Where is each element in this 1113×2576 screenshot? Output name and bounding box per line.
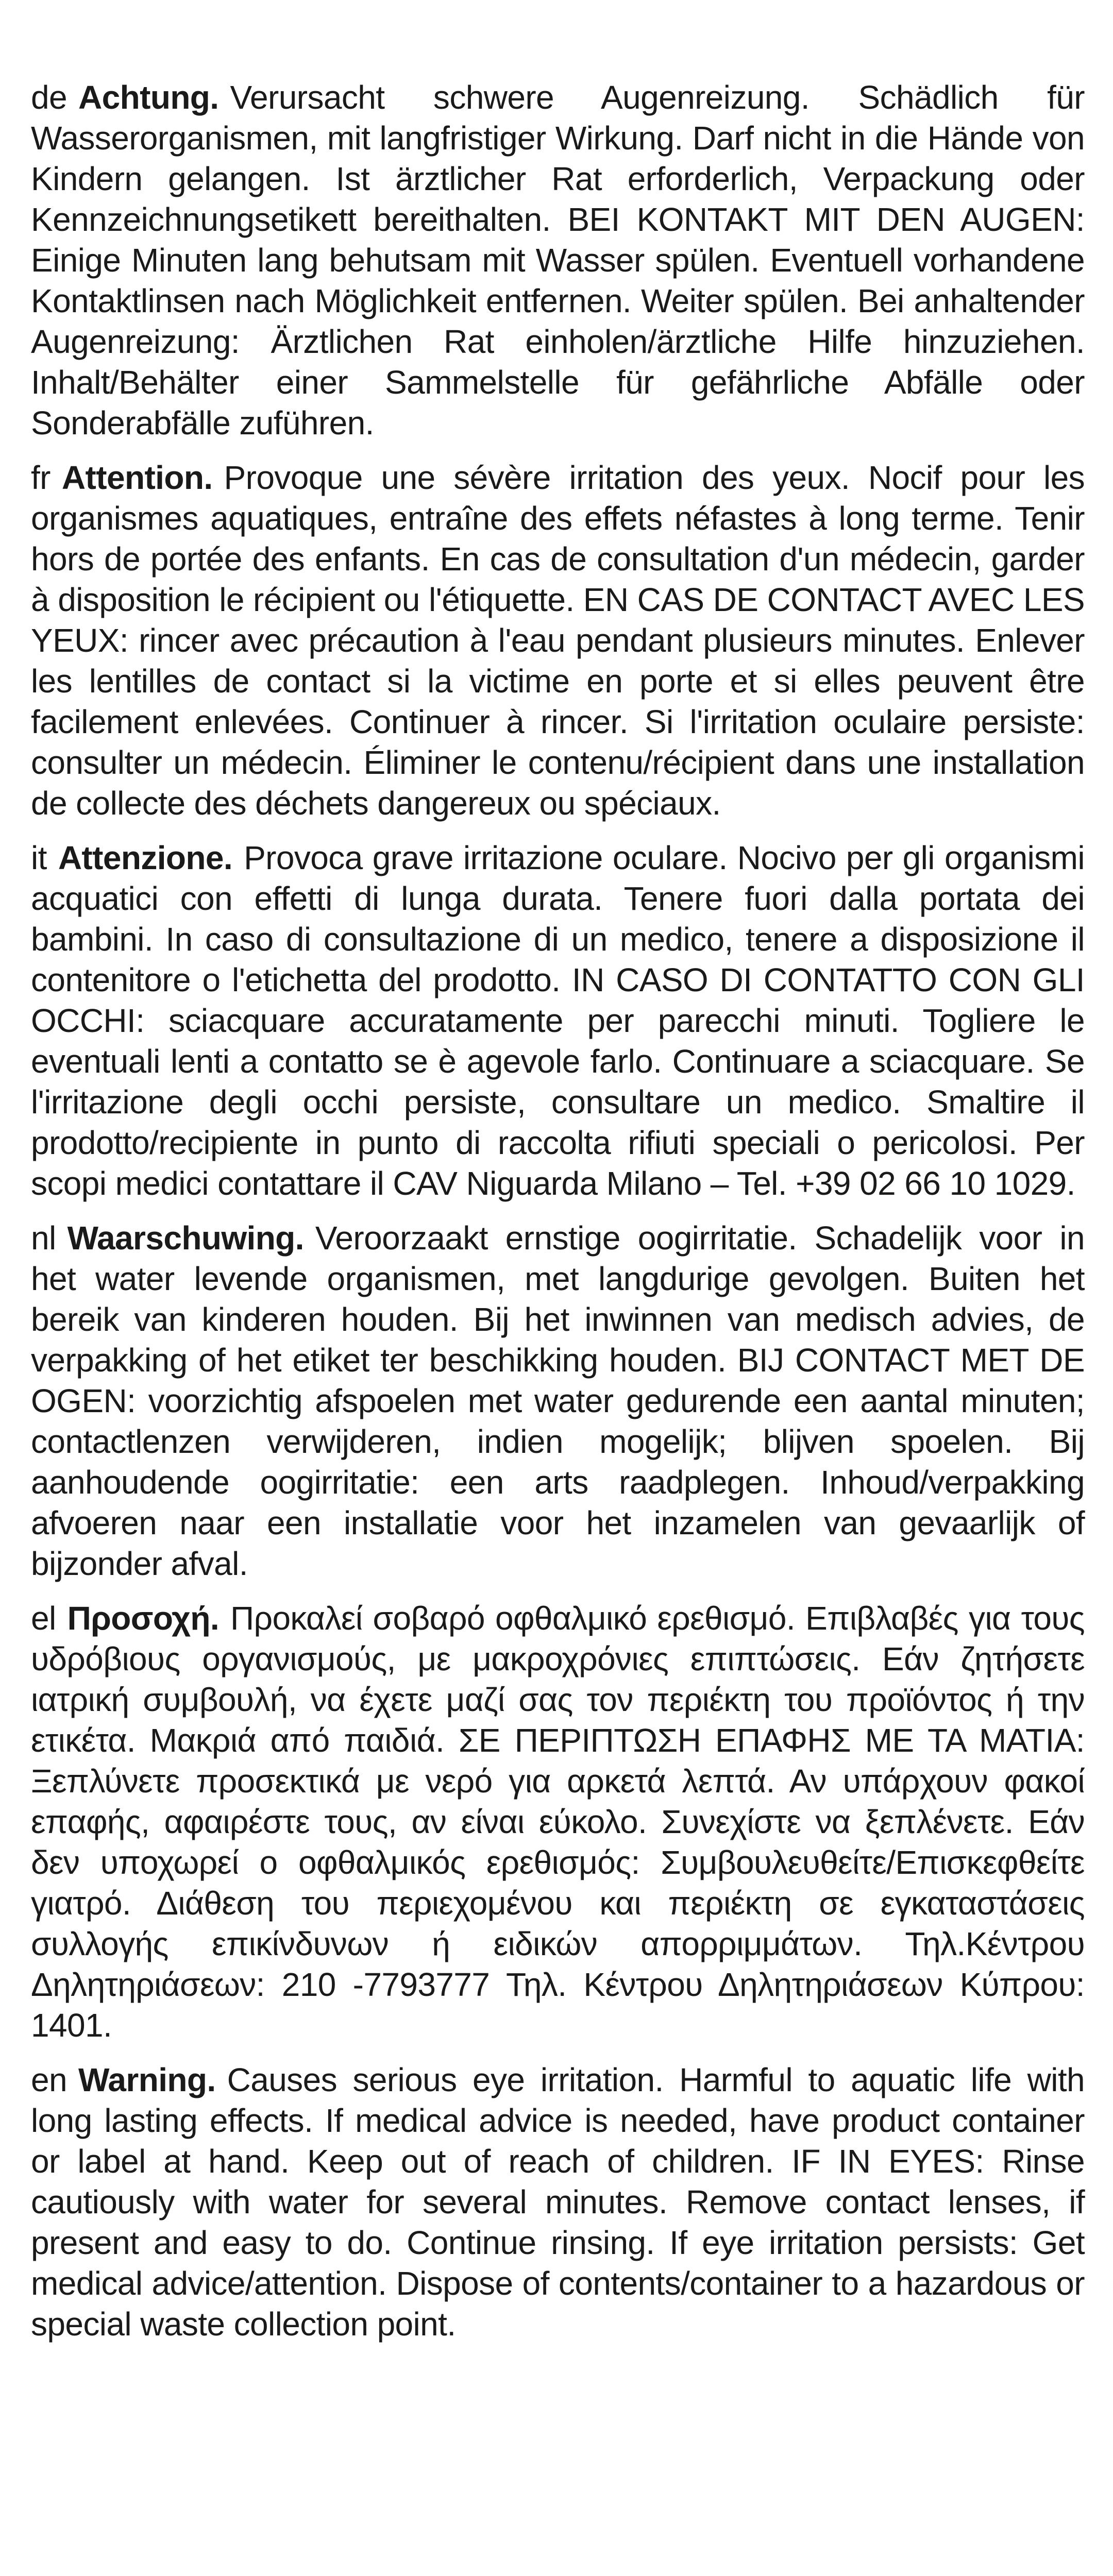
hazard-text: Προκαλεί σοβαρό οφθαλμικό ερεθισμό. Επιβλαβές για τους υδρόβιους οργανισμούς, με μακροχρόνιες επιπτώσεις. Εάν ζητήσετε ιατρική συμβουλή, να έχετε μαζί σας τον περιέκτη του προϊόντος ή την ετικέτα. Μακριά από παιδιά. ΣΕ ΠΕΡΙΠΤΩΣΗ ΕΠΑΦΗΣ ΜΕ ΤΑ ΜΑΤΙΑ: Ξεπλύνετε προσεκτικά με νερό για αρκετά λεπτά. Αν υπάρχουν φακοί επαφής, αφαιρέστε τους, αν είναι εύκολο. Συνεχίστε να ξεπλένετε. Εάν δεν υποχωρεί ο οφθαλμικός ερεθισμός: Συμβουλευθείτε/Επισκεφθείτε γιατρό. Διάθεση του περιεχομένου και περιέκτη σε εγκαταστάσεις συλλογής επικίνδυνων ή ειδικών απορριμμάτων. Τηλ.Κέντρου Δηλητηριάσεων: 210 -7793777 Τηλ. Κέντρου Δηλητηριάσεων Κύπρου: 1401. (31, 1600, 1085, 2044)
language-code: en (31, 2061, 67, 2098)
language-code: de (31, 79, 67, 116)
hazard-text: Veroorzaakt ernstige oogirritatie. Schadelijk voor in het water levende organismen, met langdurige gevolgen. Buiten het bereik van kinderen houden. Bij het inwinnen van medisch advies, de verpakking of het etiket ter beschikking houden. BIJ CONTACT MET DE OGEN: voorzichtig afspoelen met water gedurende een aantal minuten; contactlenzen verwijderen, indien mogelijk; blijven spoelen. Bij aanhoudende oogirritatie: een arts raadplegen. Inhoud/verpakking afvoeren naar een installatie voor het inzamelen van gevaarlijk of bijzonder afval. (31, 1219, 1085, 1582)
hazard-text: Provoca grave irritazione oculare. Nocivo per gli organismi acquatici con effetti di lunga durata. Tenere fuori dalla portata dei bambini. In caso di consultazione di un medico, tenere a disposizione il contenitore o l'etichetta del prodotto. IN CASO DI CONTATTO CON GLI OCCHI: sciacquare accuratamente per parecchi minuti. Togliere le eventuali lenti a contatto se è agevole farlo. Continuare a sciacquare. Se l'irritazione degli occhi persiste, consultare un medico. Smaltire il prodotto/recipiente in punto di raccolta rifiuti speciali o pericolosi. Per scopi medici contattare il CAV Niguarda Milano – Tel. +39 02 66 10 1029. (31, 839, 1085, 1202)
section-en (31, 2060, 1085, 2345)
signal-word: Achtung. (78, 79, 219, 116)
section-fr (31, 457, 1085, 824)
language-code: nl (31, 1219, 56, 1257)
section-nl (31, 1218, 1085, 1584)
hazard-text: Provoque une sévère irritation des yeux. Nocif pour les organismes aquatiques, entraîne des effets néfastes à long terme. Tenir hors de portée des enfants. En cas de consultation d'un médecin, garder à disposition le récipient ou l'étiquette. EN CAS DE CONTACT AVEC LES YEUX: rincer avec précaution à l'eau pendant plusieurs minutes. Enlever les lentilles de contact si la victime en porte et si elles peuvent être facilement enlevées. Continuer à rincer. Si l'irritation oculaire persiste: consulter un médecin. Éliminer le contenu/récipient dans une installation de collecte des déchets dangereux ou spéciaux. (31, 459, 1085, 822)
section-de (31, 77, 1085, 444)
language-code: el (31, 1600, 56, 1637)
signal-word: Attention. (61, 459, 213, 496)
hazard-text: Verursacht schwere Augenreizung. Schädlich für Wasserorganismen, mit langfristiger Wirkung. Darf nicht in die Hände von Kindern gelangen. Ist ärztlicher Rat erforderlich, Verpackung oder Kennzeichnungsetikett bereithalten. BEI KONTAKT MIT DEN AUGEN: Einige Minuten lang behutsam mit Wasser spülen. Eventuell vorhandene Kontaktlinsen nach Möglichkeit entfernen. Weiter spülen. Bei anhaltender Augenreizung: Ärztlichen Rat einholen/ärztliche Hilfe hinzuziehen. Inhalt/Behälter einer Sammelstelle für gefährliche Abfälle oder Sonderabfälle zuführen. (31, 79, 1085, 442)
section-el (31, 1598, 1085, 2046)
safety-label-text (31, 77, 1085, 2359)
section-it (31, 838, 1085, 1204)
signal-word: Attenzione. (58, 839, 233, 876)
signal-word: Warning. (78, 2061, 216, 2098)
language-code: fr (31, 459, 50, 496)
language-code: it (31, 839, 47, 876)
signal-word: Waarschuwing. (67, 1219, 304, 1257)
hazard-text: Causes serious eye irritation. Harmful to aquatic life with long lasting effects. If medical advice is needed, have product container or label at hand. Keep out of reach of children. IF IN EYES: Rinse cautiously with water for several minutes. Remove contact lenses, if present and easy to do. Continue rinsing. If eye irritation persists: Get medical advice/attention. Dispose of contents/container to a hazardous or special waste collection point. (31, 2061, 1085, 2343)
signal-word: Προσοχή. (67, 1600, 220, 1637)
